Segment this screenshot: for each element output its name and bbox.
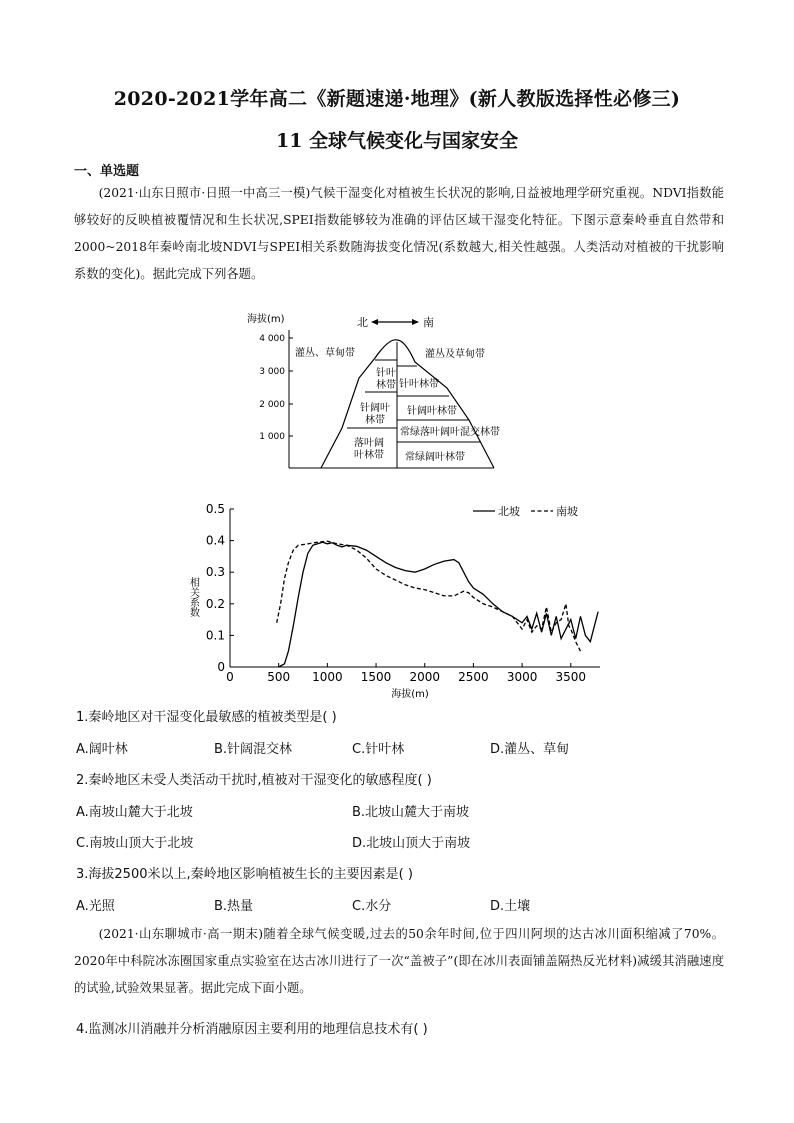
tick-4000: 4 000	[259, 334, 285, 344]
chart-legend	[473, 504, 578, 518]
zone-s-mixed: 针阔叶林带	[407, 406, 457, 417]
question-2: 2.秦岭地区未受人类活动干扰时,植被对干湿变化的敏感程度( )	[76, 773, 432, 788]
question-4: 4.监测冰川消融并分析消融原因主要利用的地理信息技术有( )	[76, 1022, 428, 1037]
y-tick-label: 0	[217, 660, 225, 674]
q2-option-c[interactable]: C.南坡山顶大于北坡	[76, 836, 194, 851]
document-title: 2020-2021学年高二《新题速递·地理》(新人教版选择性必修三)	[113, 88, 681, 110]
legend-north-label: 北坡	[498, 505, 520, 518]
passage-2: (2021·山东聊城市·高一期末)随着全球气候变暖,过去的50余年时间,位于四川阿坝的达古冰川面积缩减了70%。2020年中科院冰冻圈国家重点实验室在达古冰川进行了一次“盖被子”(即在冰川表面铺盖隔热反光材料)减缓其消融速度的试验,试验效果显著。据此完成下面小题。	[74, 927, 724, 995]
tick-3000: 3 000	[259, 367, 285, 377]
x-tick-label: 2500	[458, 670, 489, 684]
question-3: 3.海拔2500米以上,秦岭地区影响植被生长的主要因素是( )	[76, 867, 413, 882]
q2-option-d[interactable]: D.北坡山顶大于南坡	[352, 836, 471, 851]
diagram-y-label: 海拔(m)	[247, 314, 285, 325]
x-tick-label: 1000	[312, 670, 343, 684]
q3-option-d[interactable]: D.土壤	[490, 899, 531, 914]
passage-1: (2021·山东日照市·日照一中高三一模)气候干湿变化对植被生长状况的影响,日益被地理学研究重视。NDVI指数能够较好的反映植被覆情况和生长状况,SPEI指数能够较为准确的评估区域干湿变化特征。下图示意秦岭垂直自然带和2000~2018年秦岭南北坡NDVI与SPEI相关系数随海拔变化情况(系数越大,相关性越强。人类活动对植被的干扰影响系数的变化)。据此完成下列各题。	[74, 186, 724, 281]
arrow-right-icon	[412, 319, 419, 325]
q1-option-b[interactable]: B.针阔混交林	[214, 742, 293, 757]
y-tick-label: 0.1	[205, 628, 225, 643]
north-label: 北	[357, 316, 368, 329]
question-1: 1.秦岭地区对干湿变化最敏感的植被类型是( )	[76, 710, 337, 725]
document-subtitle: 11 全球气候变化与国家安全	[275, 130, 519, 152]
q3-option-a[interactable]: A.光照	[76, 899, 115, 914]
series-north-slope-line	[279, 542, 598, 667]
q3-option-b[interactable]: B.热量	[214, 899, 254, 914]
chart-xlabel: 海拔(m)	[391, 689, 429, 700]
chart-axes	[206, 502, 600, 684]
zone-n-deciduous: 落叶阔叶林带	[354, 438, 384, 461]
x-tick-label: 500	[267, 670, 291, 684]
q2-option-b[interactable]: B.北坡山麓大于南坡	[352, 805, 470, 820]
south-label: 南	[423, 316, 434, 329]
zone-s-evergreen: 常绿阔叶林带	[405, 452, 465, 463]
zone-s-shrub: 灌丛及草甸带	[425, 349, 485, 360]
x-tick-label: 0	[226, 670, 234, 684]
x-tick-label: 2000	[409, 670, 441, 684]
y-tick-label: 0.2	[205, 596, 225, 611]
y-tick-label: 0.3	[205, 565, 225, 580]
zone-n-mixed: 针阔叶林带	[360, 403, 390, 426]
correlation-line-chart	[185, 497, 605, 707]
q1-option-a[interactable]: A.阔叶林	[76, 742, 128, 757]
vertical-zone-diagram	[247, 310, 507, 475]
q2-option-a[interactable]: A.南坡山麓大于北坡	[76, 805, 193, 820]
tick-2000: 2 000	[259, 400, 285, 410]
section-heading: 一、单选题	[74, 164, 140, 179]
legend-south-label: 南坡	[556, 505, 578, 518]
zone-s-evergreen-deciduous: 常绿落叶阔叶混交林带	[400, 427, 500, 438]
y-tick-label: 0.5	[205, 502, 225, 516]
chart-ylabel: 相关系数	[187, 577, 199, 617]
q3-option-c[interactable]: C.水分	[352, 899, 392, 914]
chart-plot	[277, 541, 598, 667]
series-south-slope-line	[277, 541, 581, 651]
q1-option-c[interactable]: C.针叶林	[352, 742, 405, 757]
x-tick-label: 1500	[360, 670, 392, 684]
y-tick-label: 0.4	[205, 533, 225, 548]
zone-s-conifer: 针叶林带	[399, 379, 439, 390]
q1-option-d[interactable]: D.灌丛、草甸	[490, 742, 570, 757]
zone-n-shrub: 灌丛、草甸带	[295, 348, 355, 359]
zone-n-conifer: 针叶林带	[376, 368, 396, 391]
arrow-left-icon	[371, 319, 378, 325]
x-tick-label: 3000	[506, 670, 538, 684]
x-tick-label: 3500	[555, 670, 587, 684]
tick-1000: 1 000	[259, 432, 285, 442]
